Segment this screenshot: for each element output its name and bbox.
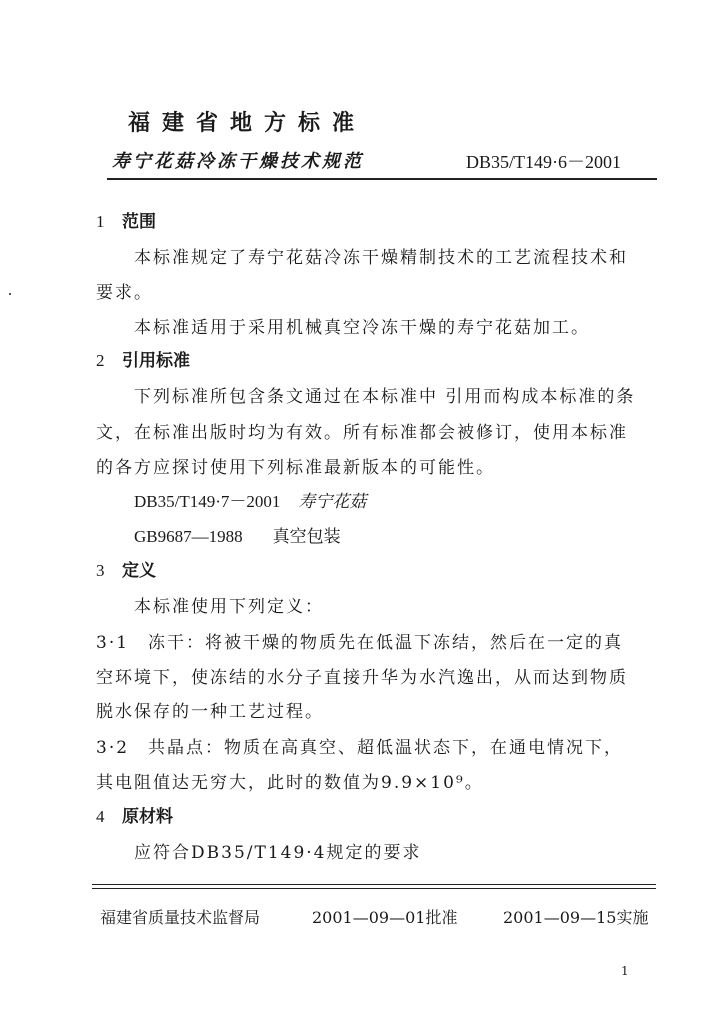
reference-item <box>134 487 366 512</box>
issuing-authority: 福建省质量技术监督局 <box>100 908 261 927</box>
paragraph-line: 本标准使用下列定义： <box>134 597 324 617</box>
reference-name: 真空包装 <box>272 527 341 547</box>
section-number: 1 <box>96 212 105 231</box>
section-title: 范围 <box>122 212 156 232</box>
section-title: 原材料 <box>122 807 173 827</box>
section-2-heading <box>96 346 190 371</box>
section-title: 定义 <box>122 561 156 581</box>
standard-code: DB35/T149·6－2001 <box>466 152 621 172</box>
header-divider <box>107 178 657 180</box>
section-number: 3 <box>96 561 105 580</box>
paragraph-line: 本标准适用于采用机械真空冷冻干燥的寿宁花菇加工。 <box>134 318 590 338</box>
definition-line: 3·1 冻干：将被干燥的物质先在低温下冻结，然后在一定的真 <box>96 633 624 653</box>
standard-category-title: 福建省地方标准 <box>128 111 367 136</box>
paragraph-line: 下列标准所包含条文通过在本标准中 引用而构成本标准的条 <box>134 387 636 407</box>
reference-item <box>134 522 341 547</box>
document-title: 寿宁花菇冷冻干燥技术规范 <box>112 151 364 172</box>
page-number: 1 <box>621 964 629 978</box>
paragraph-line: 文，在标准出版时均为有效。所有标准都会被修订，使用本标准 <box>96 423 628 443</box>
effective-date: 2001—09—15实施 <box>503 908 649 927</box>
paragraph-line: 要求。 <box>96 283 153 303</box>
reference-name: 寿宁花菇 <box>298 492 367 512</box>
definition-line: 空环境下，使冻结的水分子直接升华为水汽逸出，从而达到物质 <box>96 668 628 688</box>
definition-line: 其电阻值达无穷大，此时的数值为9.9×10⁹。 <box>96 773 484 793</box>
paragraph-line: 应符合DB35/T149·4规定的要求 <box>134 843 422 863</box>
definition-line: 3·2 共晶点：物质在高真空、超低温状态下，在通电情况下， <box>96 738 624 758</box>
section-3-heading <box>96 556 156 581</box>
section-4-heading <box>96 802 173 827</box>
section-title: 引用标准 <box>122 351 190 371</box>
section-number: 2 <box>96 351 105 370</box>
footer-divider <box>92 888 656 889</box>
approval-date: 2001—09—01批准 <box>312 908 458 927</box>
scan-speck <box>9 293 11 295</box>
reference-code: DB35/T149·7－2001 <box>134 492 281 511</box>
section-1-heading <box>96 207 156 232</box>
section-number: 4 <box>96 807 105 826</box>
paragraph-line: 的各方应探讨使用下列标准最新版本的可能性。 <box>96 458 495 478</box>
reference-code: GB9687—1988 <box>134 527 243 546</box>
paragraph-line: 本标准规定了寿宁花菇冷冻干燥精制技术的工艺流程技术和 <box>134 248 628 268</box>
definition-line: 脱水保存的一种工艺过程。 <box>96 702 324 722</box>
footer-divider <box>92 884 656 885</box>
